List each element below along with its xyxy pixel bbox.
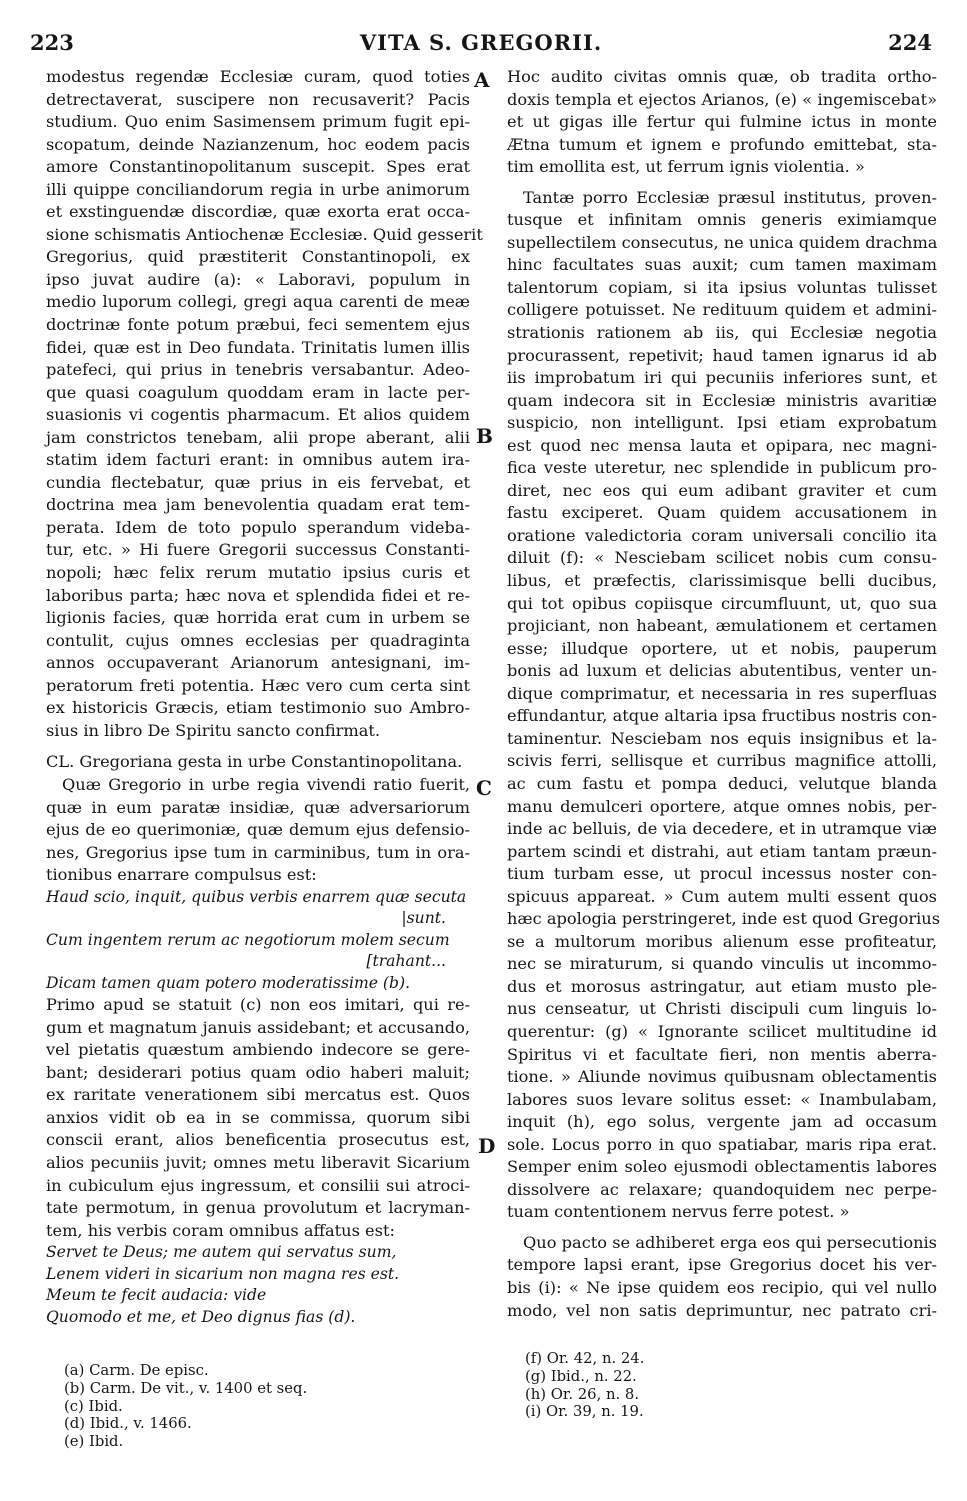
text-line: amore Constantinopolitanum suscepit. Spes erat [46, 157, 470, 177]
text-line: patefeci, qui prius in tenebris versabantur. Adeo- [46, 360, 470, 380]
text-line: Quo pacto se adhiberet erga eos qui persecutionis [523, 1232, 937, 1252]
right-column [507, 66, 941, 1322]
text-line: tim emollita est, ut ferrum ignis violentia. » [507, 157, 865, 177]
text-line: bant; desiderari potius quam odio haberi maluit; [46, 1062, 470, 1082]
text-line: sione schismatis Antiochenæ Ecclesiæ. Quid gesserit [46, 224, 483, 244]
text-line: fastu exciperet. Quam quidem accusationem in [507, 503, 937, 523]
text-line: bonis ad luxum et delicias abutentibus, venter un- [507, 661, 937, 681]
text-line: ex historicis Græcis, etiam testimonio suo Ambro- [46, 698, 470, 718]
text-line: medio luporum collegi, gregi aqua carenti de meæ [46, 292, 470, 312]
text-line: colligere potuisset. Ne redituum quidem et admini- [507, 300, 937, 320]
margin-letter-c: C [476, 776, 492, 800]
text-line: ejus de eo querimoniæ, quæ demum ejus defensio- [46, 820, 470, 840]
text-line: qui tot opibus copiisque circumfluunt, ut, quo sua [507, 593, 937, 613]
text-line: doctrinæ fonte potum præbui, feci sementem ejus [46, 315, 470, 335]
text-line: laboribus parta; hæc nova et splendida fidei et re- [46, 585, 470, 605]
text-line: inquit (h), ego solus, vergente jam ad occasum [507, 1112, 937, 1132]
text-line: est quod nec mensa lauta et opipara, nec magni- [507, 435, 937, 455]
verse-quotation-1 [46, 887, 470, 995]
text-line: suspicio, non intelligunt. Ipsi etiam exprobatum [507, 413, 937, 433]
text-line: gum et magnatum januis assidebant; et accusando, [46, 1017, 470, 1037]
verse-line: |sunt. [401, 909, 446, 928]
right-paragraph-2 [507, 187, 941, 1224]
verse-line: Quomodo et me, et Deo dignus fias (d). [46, 1307, 356, 1326]
text-line: tionibus enarrare compulsus est: [46, 865, 317, 885]
text-line: modo, vel non satis deprimuntur, nec patrato cri- [507, 1300, 937, 1320]
text-line: Hoc audito civitas omnis quæ, ob tradita ortho- [507, 67, 937, 86]
text-line: annos occupaverant Arianorum antesignani, im- [46, 653, 470, 673]
text-line: esse; illudque oportere, ut et nobis, pauperum [507, 638, 937, 658]
text-line: dissolvere ac relaxare; quandoquidem nec perpe- [507, 1179, 937, 1199]
text-line: alios pecuniis juvit; omnes metu liberavit Sicarium [46, 1153, 470, 1173]
text-line: fica veste uteretur, nec splendide in publicum pro- [507, 458, 937, 478]
running-header [30, 28, 932, 68]
margin-letter-d: D [478, 1134, 496, 1158]
text-line: scivis ferri, sellisque et curribus magnifice attolli, [507, 751, 937, 771]
text-line: dique comprimatur, et necessaria in res superfluas [507, 683, 937, 703]
text-line: oratione valedictoria coram universali concilio ita [507, 525, 937, 545]
text-line: nes, Gregorius ipse tum in carminibus, tum in ora- [46, 842, 470, 862]
text-line: Ætna tumum et ignem e profundo emittebat, sta- [507, 134, 937, 154]
text-line: nec se miraturum, si quando vinculis ut incommo- [507, 954, 937, 974]
text-line: tione. » Aliunde novimus quibusnam oblectamentis [507, 1067, 937, 1087]
text-line: supellectilem consecutus, ne unica quidem drachma [507, 232, 938, 252]
right-paragraph-3 [507, 1232, 937, 1322]
footnote: (a) Carm. De episc. [64, 1362, 209, 1379]
text-line: peratorum freti potentia. Hæc vero cum certa sint [46, 675, 470, 695]
text-line: diret, nec eos qui eum adibant graviter et cum [507, 480, 937, 500]
text-line: libus, et præfectis, clarissimisque belli ducibus, [507, 571, 937, 591]
text-line: manu demulceri oportere, atque omnes nobis, per- [507, 796, 937, 816]
verse-line: Haud scio, inquit, quibus verbis enarrem quæ secuta [46, 887, 467, 906]
text-line: cundia flectebatur, quæ prius in eis fervebat, et [46, 472, 470, 492]
text-line: querentur: (g) « Ignorante scilicet multitudine id [507, 1021, 937, 1041]
verse-line: Servet te Deus; me autem qui servatus sum, [46, 1243, 397, 1262]
left-column [46, 66, 483, 1328]
footnote: (c) Ibid. [64, 1397, 123, 1415]
text-line: spicuus appareat. » Cum autem multi essent quos [507, 886, 937, 906]
text-line: studium. Quo enim Sasimensem primum fugit epi- [46, 112, 470, 132]
text-line: doctrina mea jam benevolentia quadam erat tem- [46, 495, 470, 515]
text-line: in cubiculum ejus ingressum, et consilii sui atroci- [46, 1175, 470, 1195]
text-line: ligionis facies, quæ horrida erat cum in urbem se [46, 608, 470, 628]
text-line: tusque et infinitam omnis generis eximiamque [507, 210, 937, 230]
text-line: ex raritate venerationem sibi mercatus est. Quos [46, 1085, 470, 1105]
text-line: ac cum fastu et pompa deduci, velutque blanda [507, 773, 937, 793]
text-line: nus censeatur, ut Christi discipuli cum linguis lo- [507, 999, 937, 1019]
text-line: detrectaverat, suscipere non recusaverit? Pacis [46, 89, 470, 109]
left-paragraph-3 [46, 994, 470, 1242]
text-line: talentorum copiam, si ita ipsius voluntas tulisset [507, 277, 937, 297]
text-line: et ut gigas ille fertur qui fulmine ictus in monte [507, 112, 937, 132]
text-line: modestus regendæ Ecclesiæ curam, quod toties [46, 67, 470, 86]
verse-line: Lenem videri in sicarium non magna res est. [46, 1264, 400, 1283]
verse-line: [trahant... [366, 952, 446, 971]
footnote: (e) Ibid. [64, 1433, 124, 1451]
text-line: procurassent, repetivit; haud tamen ignarus id ab [507, 345, 937, 365]
text-line: tur, etc. » Hi fuere Gregorii successus Constanti- [46, 540, 470, 560]
left-footnotes [64, 1362, 307, 1451]
text-line: Primo apud se statuit (c) non eos imitari, qui re- [46, 995, 470, 1015]
right-page-number: 224 [888, 30, 932, 55]
text-line: dus et morosus astringatur, aut etiam musto ple- [507, 976, 937, 996]
text-line: partem scindi et distrahi, aut etiam tantam præun- [507, 841, 937, 861]
left-paragraph-2 [46, 774, 470, 887]
text-line: jam constrictos tenebam, alii prope aberant, alii [46, 427, 470, 447]
text-line: scopatum, deinde Nazianzenum, hoc eodem pacis [46, 134, 470, 154]
text-line: se a multorum moribus alienum esse profiteatur, [507, 931, 937, 951]
text-line: et exstinguendæ discordiæ, quæ exorta erat occa- [46, 202, 470, 222]
text-line: taminentur. Nesciebam nos equis insignibus et la- [507, 728, 937, 748]
text-line: bis (i): « Ne ipse quidem eos recipio, qui vel nullo [507, 1277, 937, 1297]
section-heading: CL. Gregoriana gesta in urbe Constantinopolitana. [46, 752, 463, 772]
text-line: anxios vidit ob ea in se commissa, quorum sibi [46, 1107, 470, 1127]
margin-letter-b: B [476, 424, 493, 448]
text-line: doxis templa et ejectos Arianos, (e) « ingemiscebat» [507, 89, 937, 109]
text-line: statim idem facturi erant: in omnibus autem ira- [46, 450, 470, 470]
running-title: VITA S. GREGORII. [359, 30, 603, 55]
footnote: (h) Or. 26, n. 8. [525, 1385, 640, 1403]
text-line: vel pietatis quæstum ambiendo indecore se gere- [46, 1040, 470, 1060]
text-line: perata. Idem de toto populo sperandum videba- [46, 517, 470, 537]
text-line: Gregorius, quid præstiterit Constantinopoli, ex [46, 247, 470, 267]
text-line: effundantur, atque altaria ipsa fructibus nostris con- [507, 706, 937, 726]
text-line: quæ in eum paratæ insidiæ, quæ adversariorum [46, 797, 470, 817]
footnote: (g) Ibid., n. 22. [525, 1367, 637, 1385]
text-line: tem, his verbis coram omnibus affatus est: [46, 1220, 395, 1240]
footnote: (i) Or. 39, n. 19. [525, 1403, 644, 1421]
text-line: contulit, cujus omnes ecclesias per quadraginta [46, 630, 470, 650]
text-line: tium turbam esse, ut procul incessus noster con- [507, 864, 937, 884]
footnote: (f) Or. 42, n. 24. [525, 1350, 645, 1367]
text-line: Spiritus vi et facultate fieri, non mentis aberra- [507, 1044, 937, 1064]
verse-quotation-2 [46, 1242, 470, 1328]
text-line: sole. Locus porro in quo spatiabar, maris ripa erat. [507, 1134, 937, 1154]
text-line: fidei, quæ est in Deo fundata. Trinitatis lumen illis [46, 337, 470, 357]
text-line: nopoli; hæc felix rerum mutatio ipsius curis et [46, 563, 470, 583]
text-line: Quæ Gregorio in urbe regia vivendi ratio fuerit, [62, 774, 470, 794]
text-line: sius in libro De Spiritu sancto confirmat. [46, 720, 381, 740]
footnote: (d) Ibid., v. 1466. [64, 1415, 192, 1433]
left-page-number: 223 [30, 30, 74, 55]
text-line: tuam contentionem nervus ferre potest. » [507, 1202, 850, 1222]
text-line: Semper enim soleo ejusmodi oblectamentis labores [507, 1157, 937, 1177]
right-paragraph-1 [507, 66, 937, 179]
text-line: projiciant, non habeant, æmulationem et certamen [507, 616, 937, 636]
verse-line: Meum te fecit audacia: vide [46, 1286, 267, 1305]
text-line: tempore lapsi erant, ipse Gregorius docet his ver- [507, 1255, 937, 1275]
text-line: inde ac belluis, de via decedere, et in utramque viæ [507, 819, 937, 839]
text-line: hæc apologia perstringeret, inde est quod Gregorius [507, 909, 941, 929]
left-paragraph-1 [46, 66, 483, 742]
text-line: diluit (f): « Nesciebam scilicet nobis cum consu- [507, 548, 937, 568]
footnote: (b) Carm. De vit., v. 1400 et seq. [64, 1379, 308, 1397]
text-line: iis improbatum iri qui pecuniis inferiores sunt, et [507, 368, 937, 388]
text-line: conscii erant, alios beneficentia prosecutus est, [46, 1130, 470, 1150]
text-line: labores suos levare solitus esset: « Inambulabam, [507, 1089, 937, 1109]
text-line: tate permotum, in genua provolutum et lacryman- [46, 1198, 470, 1218]
text-line: quam indecora sit in Ecclesiæ ministris avaritiæ [507, 390, 937, 410]
right-footnotes [525, 1350, 644, 1421]
text-line: strationis rationem ab iis, qui Ecclesiæ negotia [507, 323, 937, 343]
text-line: hinc facultates suas auxit; cum tamen maximam [507, 255, 937, 275]
verse-line: Cum ingentem rerum ac negotiorum molem secum [46, 930, 450, 949]
text-line: ipso juvat audire (a): « Laboravi, populum in [46, 269, 470, 289]
margin-letter-a: A [474, 68, 490, 92]
text-line: que quasi coagulum quoddam eram in lacte per- [46, 382, 470, 402]
text-line: illi quippe conciliandorum regia in urbe animorum [46, 179, 470, 199]
text-line: suasionis vi cogentis pharmacum. Et alios quidem [46, 405, 470, 425]
verse-line: Dicam tamen quam potero moderatissime (b). [46, 973, 411, 992]
text-line: Tantæ porro Ecclesiæ præsul institutus, proven- [523, 187, 937, 207]
